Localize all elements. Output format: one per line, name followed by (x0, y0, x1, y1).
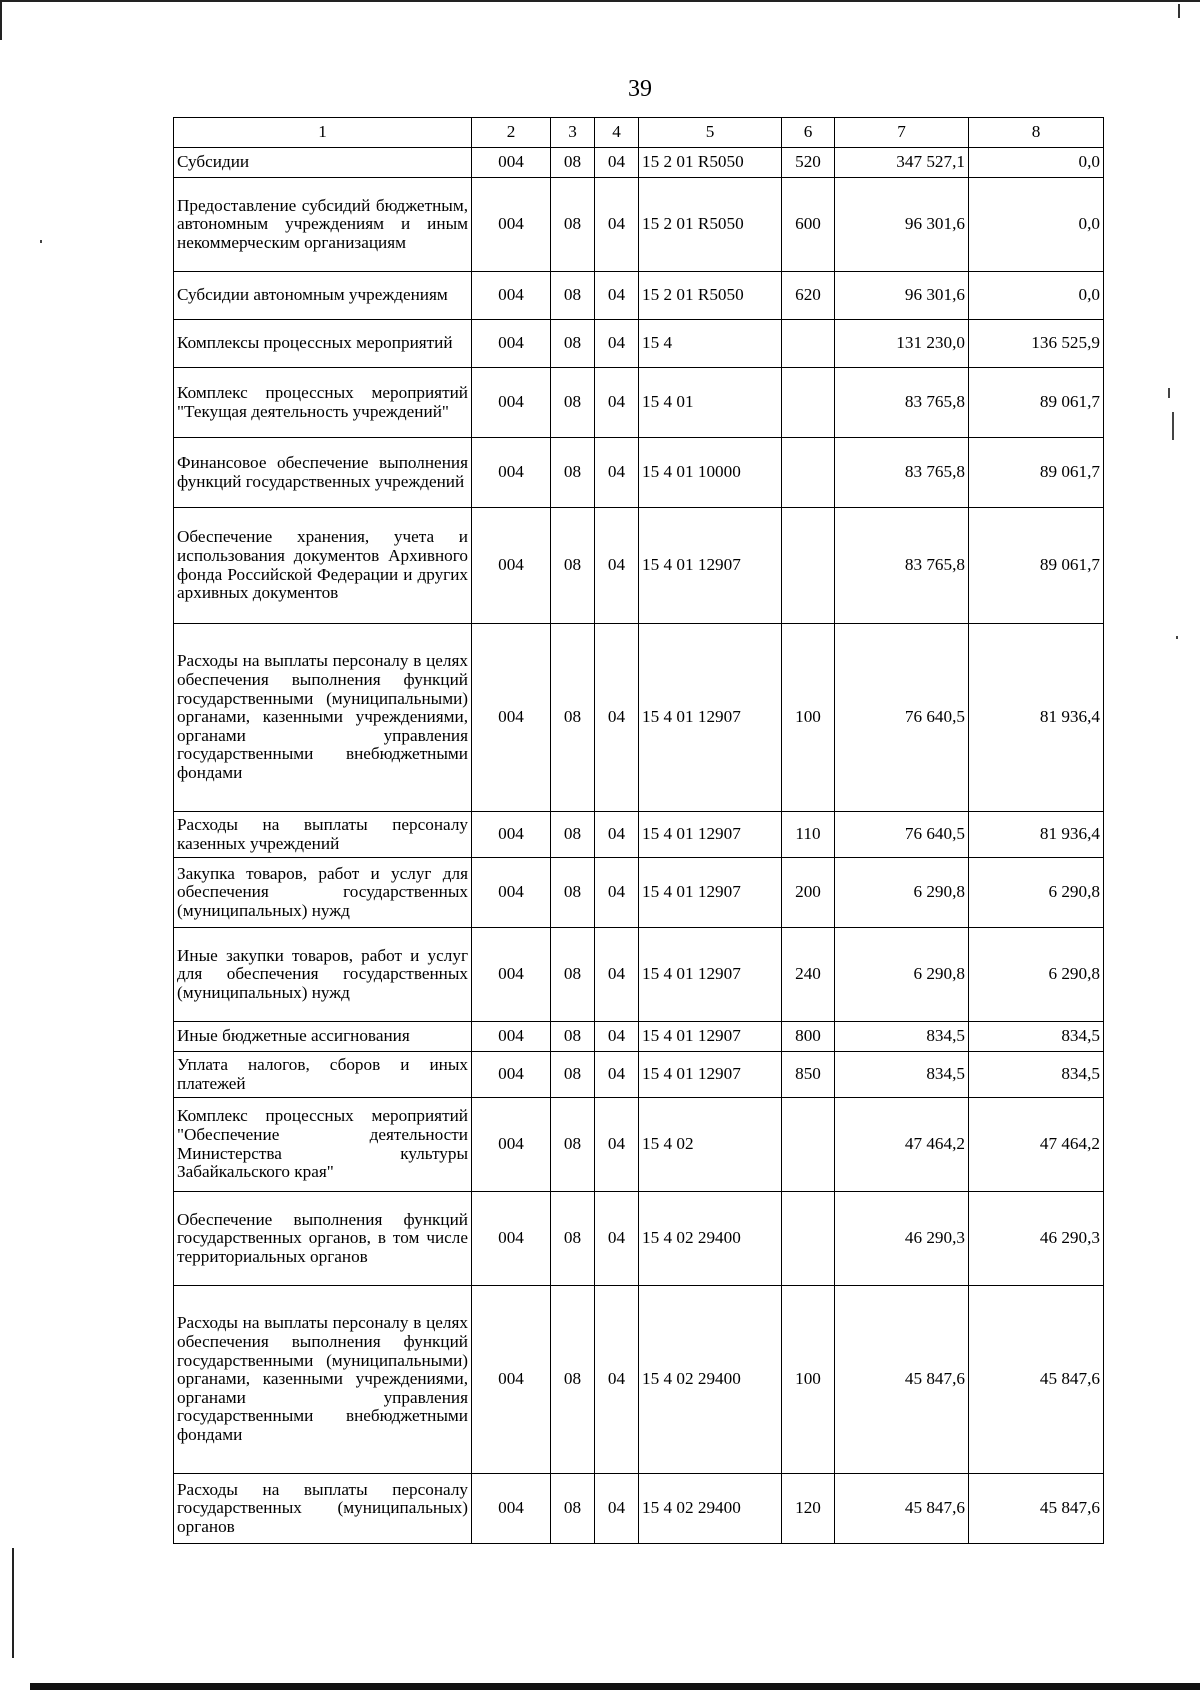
scan-speck (40, 240, 42, 243)
amount-year-2: 46 290,3 (969, 1192, 1104, 1286)
grbs-code: 004 (472, 1474, 551, 1544)
section-code: 08 (551, 368, 595, 438)
amount-year-2: 89 061,7 (969, 368, 1104, 438)
target-article-code: 15 4 02 29400 (639, 1474, 782, 1544)
header-row (174, 118, 1104, 148)
target-article-code: 15 4 01 12907 (639, 1052, 782, 1098)
target-article-code: 15 4 02 29400 (639, 1286, 782, 1474)
scan-speck (1168, 388, 1170, 398)
subsection-code: 04 (595, 1286, 639, 1474)
amount-year-2: 136 525,9 (969, 320, 1104, 368)
table-row (174, 148, 1104, 178)
amount-year-1: 46 290,3 (835, 1192, 969, 1286)
item-name: Комплексы процессных мероприятий (174, 320, 472, 368)
expense-type-code: 520 (782, 148, 835, 178)
target-article-code: 15 2 01 R5050 (639, 178, 782, 272)
item-name: Обеспечение хранения, учета и использования документов Архивного фонда Российской Федерации и других архивных документов (174, 508, 472, 624)
subsection-code: 04 (595, 1192, 639, 1286)
amount-year-1: 83 765,8 (835, 438, 969, 508)
grbs-code: 004 (472, 812, 551, 858)
scan-border-top (0, 0, 1200, 2)
amount-year-2: 6 290,8 (969, 858, 1104, 928)
budget-table (173, 117, 1104, 1544)
grbs-code: 004 (472, 320, 551, 368)
table-row (174, 320, 1104, 368)
subsection-code: 04 (595, 272, 639, 320)
expense-type-code (782, 508, 835, 624)
subsection-code: 04 (595, 178, 639, 272)
table-row (174, 858, 1104, 928)
subsection-code: 04 (595, 1474, 639, 1544)
section-code: 08 (551, 148, 595, 178)
table-row (174, 928, 1104, 1022)
page-number: 39 (628, 76, 652, 102)
expense-type-code: 600 (782, 178, 835, 272)
table-row (174, 1192, 1104, 1286)
item-name: Уплата налогов, сборов и иных платежей (174, 1052, 472, 1098)
target-article-code: 15 4 01 12907 (639, 508, 782, 624)
grbs-code: 004 (472, 858, 551, 928)
scan-speck (1172, 412, 1174, 440)
section-code: 08 (551, 812, 595, 858)
expense-type-code: 800 (782, 1022, 835, 1052)
table-row (174, 1474, 1104, 1544)
amount-year-2: 6 290,8 (969, 928, 1104, 1022)
amount-year-2: 0,0 (969, 148, 1104, 178)
grbs-code: 004 (472, 368, 551, 438)
grbs-code: 004 (472, 178, 551, 272)
expense-type-code: 120 (782, 1474, 835, 1544)
expense-type-code: 240 (782, 928, 835, 1022)
amount-year-1: 347 527,1 (835, 148, 969, 178)
target-article-code: 15 4 01 12907 (639, 1022, 782, 1052)
target-article-code: 15 4 01 10000 (639, 438, 782, 508)
subsection-code: 04 (595, 320, 639, 368)
item-name: Расходы на выплаты персоналу государственных (муниципальных) органов (174, 1474, 472, 1544)
column-header: 7 (835, 118, 969, 148)
expense-type-code: 850 (782, 1052, 835, 1098)
target-article-code: 15 4 02 (639, 1098, 782, 1192)
section-code: 08 (551, 178, 595, 272)
column-header: 1 (174, 118, 472, 148)
table-row (174, 438, 1104, 508)
subsection-code: 04 (595, 368, 639, 438)
item-name: Расходы на выплаты персоналу в целях обеспечения выполнения функций государственными (муниципальными) органами, казенными учреждениями, органами управления государственными внебюджетными фондами (174, 624, 472, 812)
grbs-code: 004 (472, 1052, 551, 1098)
target-article-code: 15 4 02 29400 (639, 1192, 782, 1286)
amount-year-2: 45 847,6 (969, 1474, 1104, 1544)
amount-year-1: 96 301,6 (835, 178, 969, 272)
expense-type-code: 100 (782, 624, 835, 812)
item-name: Предоставление субсидий бюджетным, автономным учреждениям и иным некоммерческим организациям (174, 178, 472, 272)
expense-type-code (782, 438, 835, 508)
subsection-code: 04 (595, 858, 639, 928)
section-code: 08 (551, 1052, 595, 1098)
grbs-code: 004 (472, 1192, 551, 1286)
section-code: 08 (551, 858, 595, 928)
column-header: 8 (969, 118, 1104, 148)
amount-year-2: 0,0 (969, 272, 1104, 320)
expense-type-code: 110 (782, 812, 835, 858)
amount-year-1: 6 290,8 (835, 928, 969, 1022)
scan-mark (1178, 4, 1180, 18)
amount-year-2: 81 936,4 (969, 812, 1104, 858)
section-code: 08 (551, 624, 595, 812)
section-code: 08 (551, 272, 595, 320)
column-header: 2 (472, 118, 551, 148)
grbs-code: 004 (472, 1098, 551, 1192)
item-name: Иные закупки товаров, работ и услуг для обеспечения государственных (муниципальных) нужд (174, 928, 472, 1022)
column-header: 5 (639, 118, 782, 148)
section-code: 08 (551, 1098, 595, 1192)
grbs-code: 004 (472, 508, 551, 624)
scan-speck (1176, 636, 1178, 639)
grbs-code: 004 (472, 438, 551, 508)
amount-year-2: 89 061,7 (969, 438, 1104, 508)
section-code: 08 (551, 438, 595, 508)
item-name: Расходы на выплаты персоналу в целях обеспечения выполнения функций государственными (муниципальными) органами, казенными учреждениями, органами управления государственными внебюджетными фондами (174, 1286, 472, 1474)
amount-year-2: 834,5 (969, 1022, 1104, 1052)
section-code: 08 (551, 1474, 595, 1544)
table-row (174, 368, 1104, 438)
grbs-code: 004 (472, 624, 551, 812)
target-article-code: 15 4 (639, 320, 782, 368)
amount-year-2: 89 061,7 (969, 508, 1104, 624)
amount-year-1: 6 290,8 (835, 858, 969, 928)
subsection-code: 04 (595, 812, 639, 858)
amount-year-2: 0,0 (969, 178, 1104, 272)
section-code: 08 (551, 1286, 595, 1474)
item-name: Иные бюджетные ассигнования (174, 1022, 472, 1052)
item-name: Расходы на выплаты персоналу казенных учреждений (174, 812, 472, 858)
amount-year-2: 81 936,4 (969, 624, 1104, 812)
section-code: 08 (551, 1192, 595, 1286)
table-row (174, 624, 1104, 812)
expense-type-code: 620 (782, 272, 835, 320)
section-code: 08 (551, 320, 595, 368)
scan-border-left-bottom (12, 1548, 14, 1658)
amount-year-1: 45 847,6 (835, 1286, 969, 1474)
table-row (174, 178, 1104, 272)
amount-year-2: 45 847,6 (969, 1286, 1104, 1474)
item-name: Финансовое обеспечение выполнения функций государственных учреждений (174, 438, 472, 508)
target-article-code: 15 4 01 12907 (639, 812, 782, 858)
amount-year-1: 47 464,2 (835, 1098, 969, 1192)
target-article-code: 15 4 01 12907 (639, 858, 782, 928)
grbs-code: 004 (472, 1286, 551, 1474)
subsection-code: 04 (595, 1022, 639, 1052)
amount-year-2: 834,5 (969, 1052, 1104, 1098)
column-header: 6 (782, 118, 835, 148)
target-article-code: 15 2 01 R5050 (639, 148, 782, 178)
amount-year-1: 76 640,5 (835, 812, 969, 858)
amount-year-1: 834,5 (835, 1052, 969, 1098)
item-name: Субсидии (174, 148, 472, 178)
amount-year-1: 83 765,8 (835, 368, 969, 438)
column-header: 3 (551, 118, 595, 148)
grbs-code: 004 (472, 272, 551, 320)
item-name: Комплекс процессных мероприятий "Текущая деятельность учреждений" (174, 368, 472, 438)
grbs-code: 004 (472, 928, 551, 1022)
table-row (174, 1022, 1104, 1052)
expense-type-code (782, 1098, 835, 1192)
scan-border-bottom (30, 1683, 1200, 1690)
target-article-code: 15 4 01 12907 (639, 928, 782, 1022)
target-article-code: 15 4 01 12907 (639, 624, 782, 812)
grbs-code: 004 (472, 148, 551, 178)
table-row (174, 1098, 1104, 1192)
amount-year-2: 47 464,2 (969, 1098, 1104, 1192)
expense-type-code: 200 (782, 858, 835, 928)
subsection-code: 04 (595, 928, 639, 1022)
subsection-code: 04 (595, 624, 639, 812)
amount-year-1: 131 230,0 (835, 320, 969, 368)
amount-year-1: 83 765,8 (835, 508, 969, 624)
item-name: Обеспечение выполнения функций государственных органов, в том числе территориальных органов (174, 1192, 472, 1286)
column-header: 4 (595, 118, 639, 148)
table-row (174, 1286, 1104, 1474)
item-name: Комплекс процессных мероприятий "Обеспечение деятельности Министерства культуры Забайкальского края" (174, 1098, 472, 1192)
subsection-code: 04 (595, 1052, 639, 1098)
section-code: 08 (551, 928, 595, 1022)
amount-year-1: 76 640,5 (835, 624, 969, 812)
scan-border-left (0, 0, 2, 40)
table-row (174, 812, 1104, 858)
table-row (174, 508, 1104, 624)
section-code: 08 (551, 508, 595, 624)
amount-year-1: 96 301,6 (835, 272, 969, 320)
grbs-code: 004 (472, 1022, 551, 1052)
subsection-code: 04 (595, 1098, 639, 1192)
table-row (174, 1052, 1104, 1098)
expense-type-code: 100 (782, 1286, 835, 1474)
item-name: Субсидии автономным учреждениям (174, 272, 472, 320)
target-article-code: 15 2 01 R5050 (639, 272, 782, 320)
subsection-code: 04 (595, 438, 639, 508)
section-code: 08 (551, 1022, 595, 1052)
item-name: Закупка товаров, работ и услуг для обеспечения государственных (муниципальных) нужд (174, 858, 472, 928)
subsection-code: 04 (595, 508, 639, 624)
subsection-code: 04 (595, 148, 639, 178)
target-article-code: 15 4 01 (639, 368, 782, 438)
amount-year-1: 45 847,6 (835, 1474, 969, 1544)
amount-year-1: 834,5 (835, 1022, 969, 1052)
expense-type-code (782, 1192, 835, 1286)
expense-type-code (782, 368, 835, 438)
expense-type-code (782, 320, 835, 368)
table-row (174, 272, 1104, 320)
